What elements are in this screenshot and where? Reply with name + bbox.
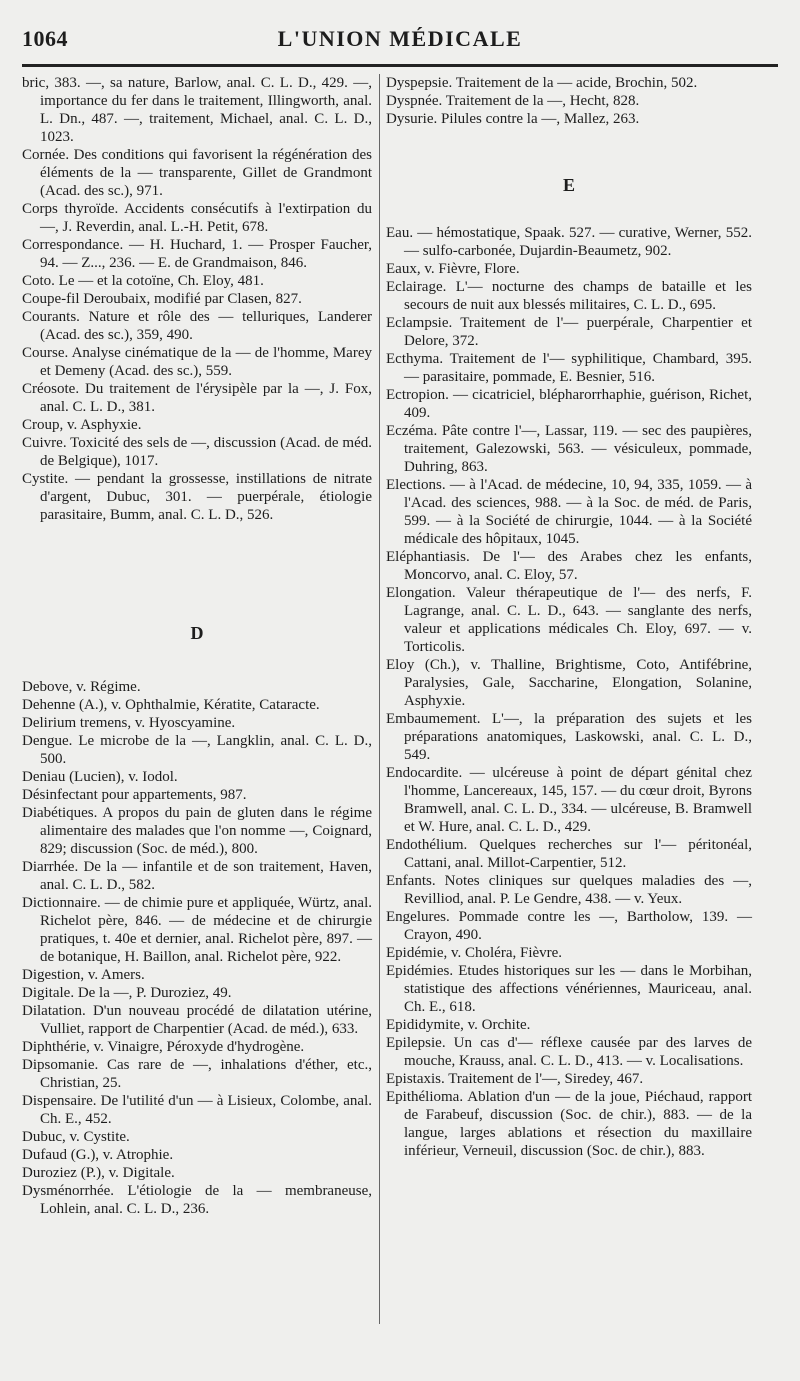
index-entry: Dispensaire. De l'utilité d'un — à Lisieux, Colombe, anal. Ch. E., 452. bbox=[22, 1093, 372, 1127]
index-entry: Correspondance. — H. Huchard, 1. — Prosper Faucher, 94. — Z..., 236. — E. de Grandmaison, 846. bbox=[22, 237, 372, 271]
header-rule bbox=[22, 64, 778, 67]
page-header bbox=[22, 26, 778, 60]
index-entry: Digitale. De la —, P. Duroziez, 49. bbox=[22, 985, 232, 1001]
index-entry: Créosote. Du traitement de l'érysipèle par la —, J. Fox, anal. C. L. D., 381. bbox=[22, 381, 372, 415]
entries-d bbox=[22, 678, 372, 1218]
running-title: L'UNION MÉDICALE bbox=[277, 26, 523, 51]
index-entry: Diphthérie, v. Vinaigre, Péroxyde d'hydrogène. bbox=[22, 1039, 305, 1055]
column-divider bbox=[379, 74, 380, 1324]
index-entry: Ecthyma. Traitement de l'— syphilitique, Chambard, 395. — parasitaire, pommade, E. Besnier, 516. bbox=[386, 351, 752, 385]
entries-c bbox=[22, 74, 372, 524]
index-entry: Diarrhée. De la — infantile et de son traitement, Haven, anal. C. L. D., 582. bbox=[22, 859, 372, 893]
index-entry: Delirium tremens, v. Hyoscyamine. bbox=[22, 715, 236, 731]
index-entry: Course. Analyse cinématique de la — de l'homme, Marey et Demeny (Acad. des sc.), 559. bbox=[22, 345, 372, 379]
index-entry: Deniau (Lucien), v. Iodol. bbox=[22, 769, 178, 785]
index-entry: Debove, v. Régime. bbox=[22, 679, 141, 695]
index-entry: Dehenne (A.), v. Ophthalmie, Kératite, Cataracte. bbox=[22, 697, 320, 713]
index-entry: Corps thyroïde. Accidents consécutifs à l'extirpation du —, J. Reverdin, anal. L.-H. Petit, 678. bbox=[22, 201, 372, 235]
index-entry: Désinfectant pour appartements, 987. bbox=[22, 787, 247, 803]
index-entry: Eléphantiasis. De l'— des Arabes chez les enfants, Moncorvo, anal. C. Eloy, 57. bbox=[386, 549, 752, 583]
index-entry: Dysurie. Pilules contre la —, Mallez, 263. bbox=[386, 111, 640, 127]
index-entry: Dufaud (G.), v. Atrophie. bbox=[22, 1147, 174, 1163]
index-entry: Dictionnaire. — de chimie pure et appliquée, Würtz, anal. Richelot père, 846. — de médecine et de chirurgie pratiques, t. 40e et dernier, anal. Richelot père, 897. — de botanique, H. Baillon, anal. Richelot père, 922. bbox=[22, 895, 372, 965]
section-letter-e: E bbox=[562, 175, 575, 195]
index-entry: Eclampsie. Traitement de l'— puerpérale, Charpentier et Delore, 372. bbox=[386, 315, 752, 349]
index-entry: Cystite. — pendant la grossesse, instillations de nitrate d'argent, Dubuc, 301. — puerpérale, étiologie parasitaire, Bumm, anal. C. L. D., 526. bbox=[22, 471, 372, 523]
index-entry: Eclairage. L'— nocturne des champs de bataille et les secours de nuit aux blessés militaires, C. L. D., 695. bbox=[386, 279, 752, 313]
index-entry: Epidémie, v. Choléra, Fièvre. bbox=[386, 945, 563, 961]
index-entry: Epithélioma. Ablation d'un — de la joue, Piéchaud, rapport de Farabeuf, discussion (Soc. de chir.), 883. — de la langue, larges ablations et résection du maxillaire inférieur, Verneuil, discussion (Soc. de chir.), 883. bbox=[386, 1089, 752, 1159]
index-entry: Dyspepsie. Traitement de la — acide, Brochin, 502. bbox=[386, 75, 698, 91]
index-entry: Coupe-fil Deroubaix, modifié par Clasen, 827. bbox=[22, 291, 302, 307]
index-entry: Courants. Nature et rôle des — telluriques, Landerer (Acad. des sc.), 359, 490. bbox=[22, 309, 372, 343]
index-entry: Epididymite, v. Orchite. bbox=[386, 1017, 531, 1033]
index-entry: Ectropion. — cicatriciel, blépharorrhaphie, guérison, Richet, 409. bbox=[386, 387, 752, 421]
index-entry: Elections. — à l'Acad. de médecine, 10, 94, 335, 1059. — à l'Acad. des sciences, 988. — à la Soc. de méd. de Paris, 599. — à la Société de chirurgie, 1044. — à la Société médicale des hôpitaux, 1045. bbox=[386, 477, 752, 547]
index-entry: Embaumement. L'—, la préparation des sujets et les préparations anatomiques, Laskowski, anal. C. L. D., 549. bbox=[386, 711, 752, 763]
index-entry: Diabétiques. A propos du pain de gluten dans le régime alimentaire des malades que l'on nomme —, Coignard, 829; discussion (Soc. de méd.), 800. bbox=[22, 805, 372, 857]
index-entry: Cornée. Des conditions qui favorisent la régénération des éléments de la — transparente, Gillet de Grandmont (Acad. des sc.), 971. bbox=[22, 147, 372, 199]
index-entry: Coto. Le — et la cotoïne, Ch. Eloy, 481. bbox=[22, 273, 264, 289]
index-entry: Endothélium. Quelques recherches sur l'— péritonéal, Cattani, anal. Millot-Carpentier, 512. bbox=[386, 837, 752, 871]
left-column bbox=[22, 74, 372, 1218]
index-entry: Epilepsie. Un cas d'— réflexe causée par des larves de mouche, Krauss, anal. C. L. D., 413. — v. Localisations. bbox=[386, 1035, 752, 1069]
index-entry: Eau. — hémostatique, Spaak. 527. — curative, Werner, 552. — sulfo-carbonée, Dujardin-Beaumetz, 902. bbox=[386, 225, 752, 259]
section-letter-d: D bbox=[190, 623, 204, 643]
index-entry: Dipsomanie. Cas rare de —, inhalations d'éther, etc., Christian, 25. bbox=[22, 1057, 372, 1091]
index-entry: Cuivre. Toxicité des sels de —, discussion (Acad. de méd. de Belgique), 1017. bbox=[22, 435, 372, 469]
index-entry: Epistaxis. Traitement de l'—, Siredey, 467. bbox=[386, 1071, 644, 1087]
index-entry: Endocardite. — ulcéreuse à point de départ génital chez l'homme, Lancereaux, 145, 157. — du cœur droit, Byrons Bramwell, anal. C. L. D., 334. — ulcéreuse, B. Bramwell et W. Hure, anal. C. L. D., 429. bbox=[386, 765, 752, 835]
index-entry: Duroziez (P.), v. Digitale. bbox=[22, 1165, 175, 1181]
index-entry: Eloy (Ch.), v. Thalline, Brightisme, Coto, Antifébrine, Paralysies, Gale, Saccharine, Elongation, Solanine, Asphyxie. bbox=[386, 657, 752, 709]
index-entry: Eaux, v. Fièvre, Flore. bbox=[386, 261, 520, 277]
entries-d-continued bbox=[386, 74, 752, 128]
index-entry: Dubuc, v. Cystite. bbox=[22, 1129, 130, 1145]
index-entry: Engelures. Pommade contre les —, Bartholow, 139. — Crayon, 490. bbox=[386, 909, 752, 943]
index-entry: Epidémies. Etudes historiques sur les — dans le Morbihan, statistique des affections vénériennes, Mauriceau, anal. Ch. E., 618. bbox=[386, 963, 752, 1015]
index-entry: Eczéma. Pâte contre l'—, Lassar, 119. — sec des paupières, traitement, Galezowski, 563. — vésiculeux, pommade, Duhring, 863. bbox=[386, 423, 752, 475]
index-entry: Croup, v. Asphyxie. bbox=[22, 417, 142, 433]
index-entry: Elongation. Valeur thérapeutique de l'— des nerfs, F. Lagrange, anal. C. L. D., 643. — sanglante des nerfs, valeur et applications médicales Ch. Eloy, 697. — v. Torticolis. bbox=[386, 585, 752, 655]
index-entry: Enfants. Notes cliniques sur quelques maladies des —, Revilliod, anal. P. Le Gendre, 438. — v. Yeux. bbox=[386, 873, 752, 907]
index-entry: Dengue. Le microbe de la —, Langklin, anal. C. L. D., 500. bbox=[22, 733, 372, 767]
index-entry: Digestion, v. Amers. bbox=[22, 967, 145, 983]
right-column bbox=[386, 74, 752, 1160]
index-entry: Dysménorrhée. L'étiologie de la — membraneuse, Lohlein, anal. C. L. D., 236. bbox=[22, 1183, 372, 1217]
index-entry: Dilatation. D'un nouveau procédé de dilatation utérine, Vulliet, rapport de Charpentier (Acad. de méd.), 633. bbox=[22, 1003, 372, 1037]
index-entry: Dyspnée. Traitement de la —, Hecht, 828. bbox=[386, 93, 640, 109]
entries-e bbox=[386, 224, 752, 1160]
page-number: 1064 bbox=[22, 26, 68, 51]
index-entry: bric, 383. —, sa nature, Barlow, anal. C. L. D., 429. —, importance du fer dans le traitement, Illingworth, anal. L. Dn., 487. —, traitement, Michael, anal. C. L. D., 1023. bbox=[22, 75, 372, 145]
